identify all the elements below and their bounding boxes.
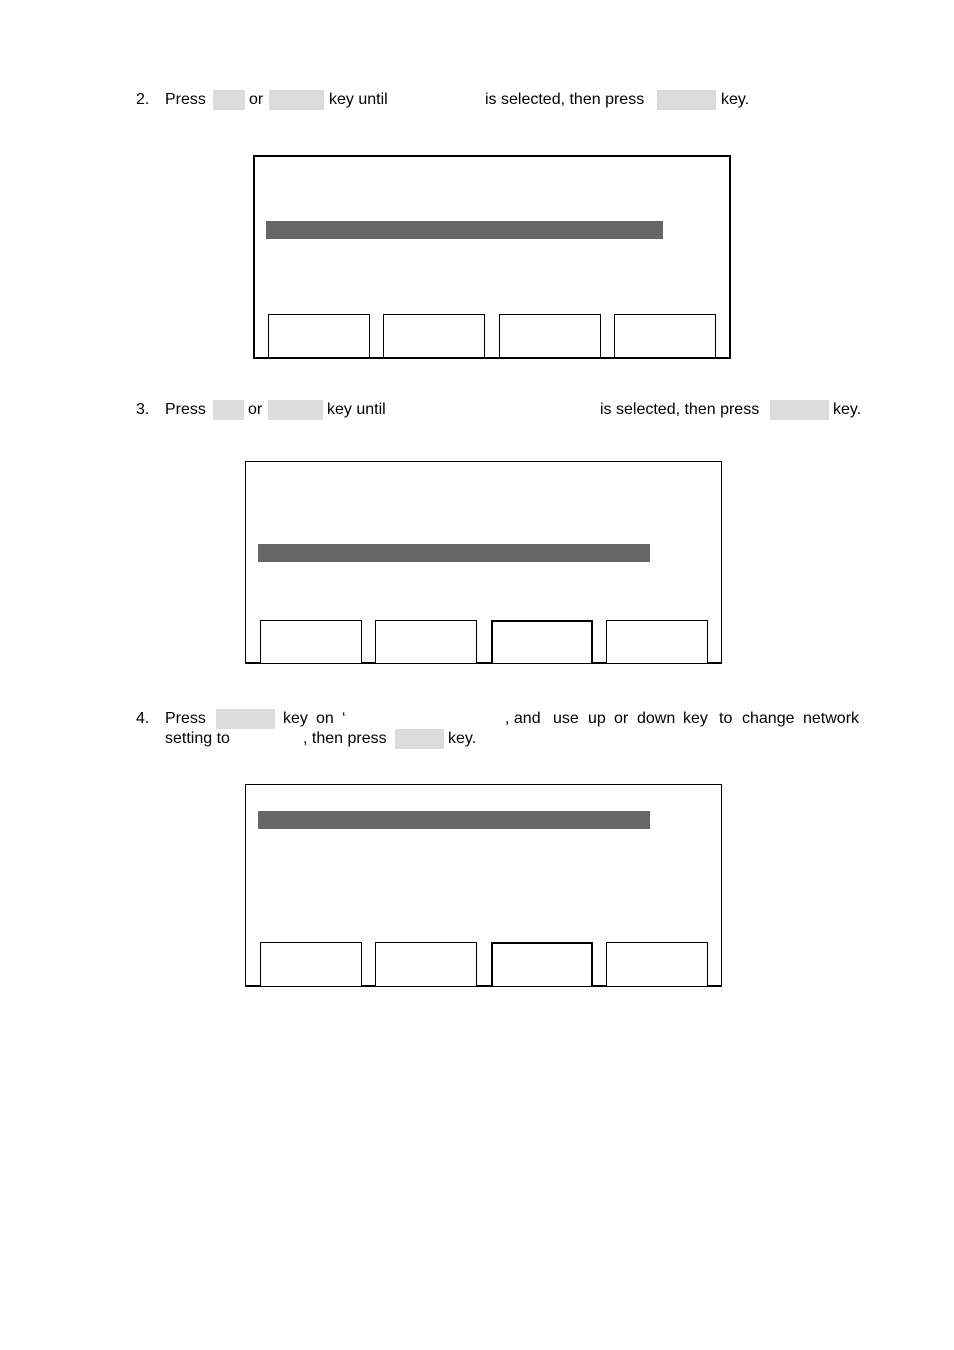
softkey-4[interactable] bbox=[606, 620, 708, 663]
key-placeholder bbox=[395, 729, 444, 749]
instruction-text: key bbox=[683, 710, 708, 727]
screen-panel bbox=[245, 784, 722, 987]
instruction-text: Press bbox=[165, 710, 206, 727]
step-number: 2. bbox=[136, 91, 150, 108]
softkey-3[interactable] bbox=[491, 942, 593, 986]
screen-panel bbox=[245, 461, 722, 664]
instruction-text: key. bbox=[721, 91, 750, 108]
instruction-text: change bbox=[742, 710, 795, 727]
instruction-text: network bbox=[803, 710, 860, 727]
key-placeholder bbox=[269, 90, 324, 110]
instruction-text: key until bbox=[327, 401, 386, 418]
softkey-4[interactable] bbox=[614, 314, 716, 357]
softkey-1[interactable] bbox=[260, 942, 362, 986]
instruction-text: is selected, then press bbox=[600, 401, 760, 418]
key-placeholder bbox=[770, 400, 829, 420]
key-placeholder bbox=[213, 90, 245, 110]
softkey-2[interactable] bbox=[383, 314, 485, 357]
instruction-text: up bbox=[588, 710, 606, 727]
step-number: 4. bbox=[136, 710, 150, 727]
instruction-text: , then press bbox=[303, 730, 387, 747]
softkey-4[interactable] bbox=[606, 942, 708, 986]
instruction-text: key. bbox=[448, 730, 477, 747]
screen-panel bbox=[253, 155, 731, 359]
instruction-text: Press bbox=[165, 401, 206, 418]
instruction-text: key. bbox=[833, 401, 862, 418]
instruction-text: key bbox=[283, 710, 308, 727]
instruction-text: or bbox=[249, 91, 264, 108]
selected-menu-row bbox=[266, 221, 663, 239]
instruction-text: ‘ bbox=[342, 710, 346, 727]
instruction-text: or bbox=[614, 710, 629, 727]
selected-menu-row bbox=[258, 544, 650, 562]
instruction-text: key until bbox=[329, 91, 388, 108]
instruction-text: use bbox=[553, 710, 579, 727]
softkey-2[interactable] bbox=[375, 942, 477, 986]
softkey-3[interactable] bbox=[491, 620, 593, 663]
instruction-text: to bbox=[719, 710, 733, 727]
selected-menu-row bbox=[258, 811, 650, 829]
instruction-text: is selected, then press bbox=[485, 91, 645, 108]
instruction-text: setting to bbox=[165, 730, 230, 747]
key-placeholder bbox=[268, 400, 323, 420]
key-placeholder bbox=[657, 90, 716, 110]
softkey-2[interactable] bbox=[375, 620, 477, 663]
softkey-1[interactable] bbox=[268, 314, 370, 357]
instruction-text: on bbox=[316, 710, 334, 727]
instruction-text: Press bbox=[165, 91, 206, 108]
key-placeholder bbox=[216, 709, 275, 729]
instruction-text: or bbox=[248, 401, 263, 418]
instruction-text: , and bbox=[505, 710, 541, 727]
step-number: 3. bbox=[136, 401, 150, 418]
instruction-text: down bbox=[637, 710, 676, 727]
softkey-1[interactable] bbox=[260, 620, 362, 663]
key-placeholder bbox=[213, 400, 244, 420]
softkey-3[interactable] bbox=[499, 314, 601, 357]
